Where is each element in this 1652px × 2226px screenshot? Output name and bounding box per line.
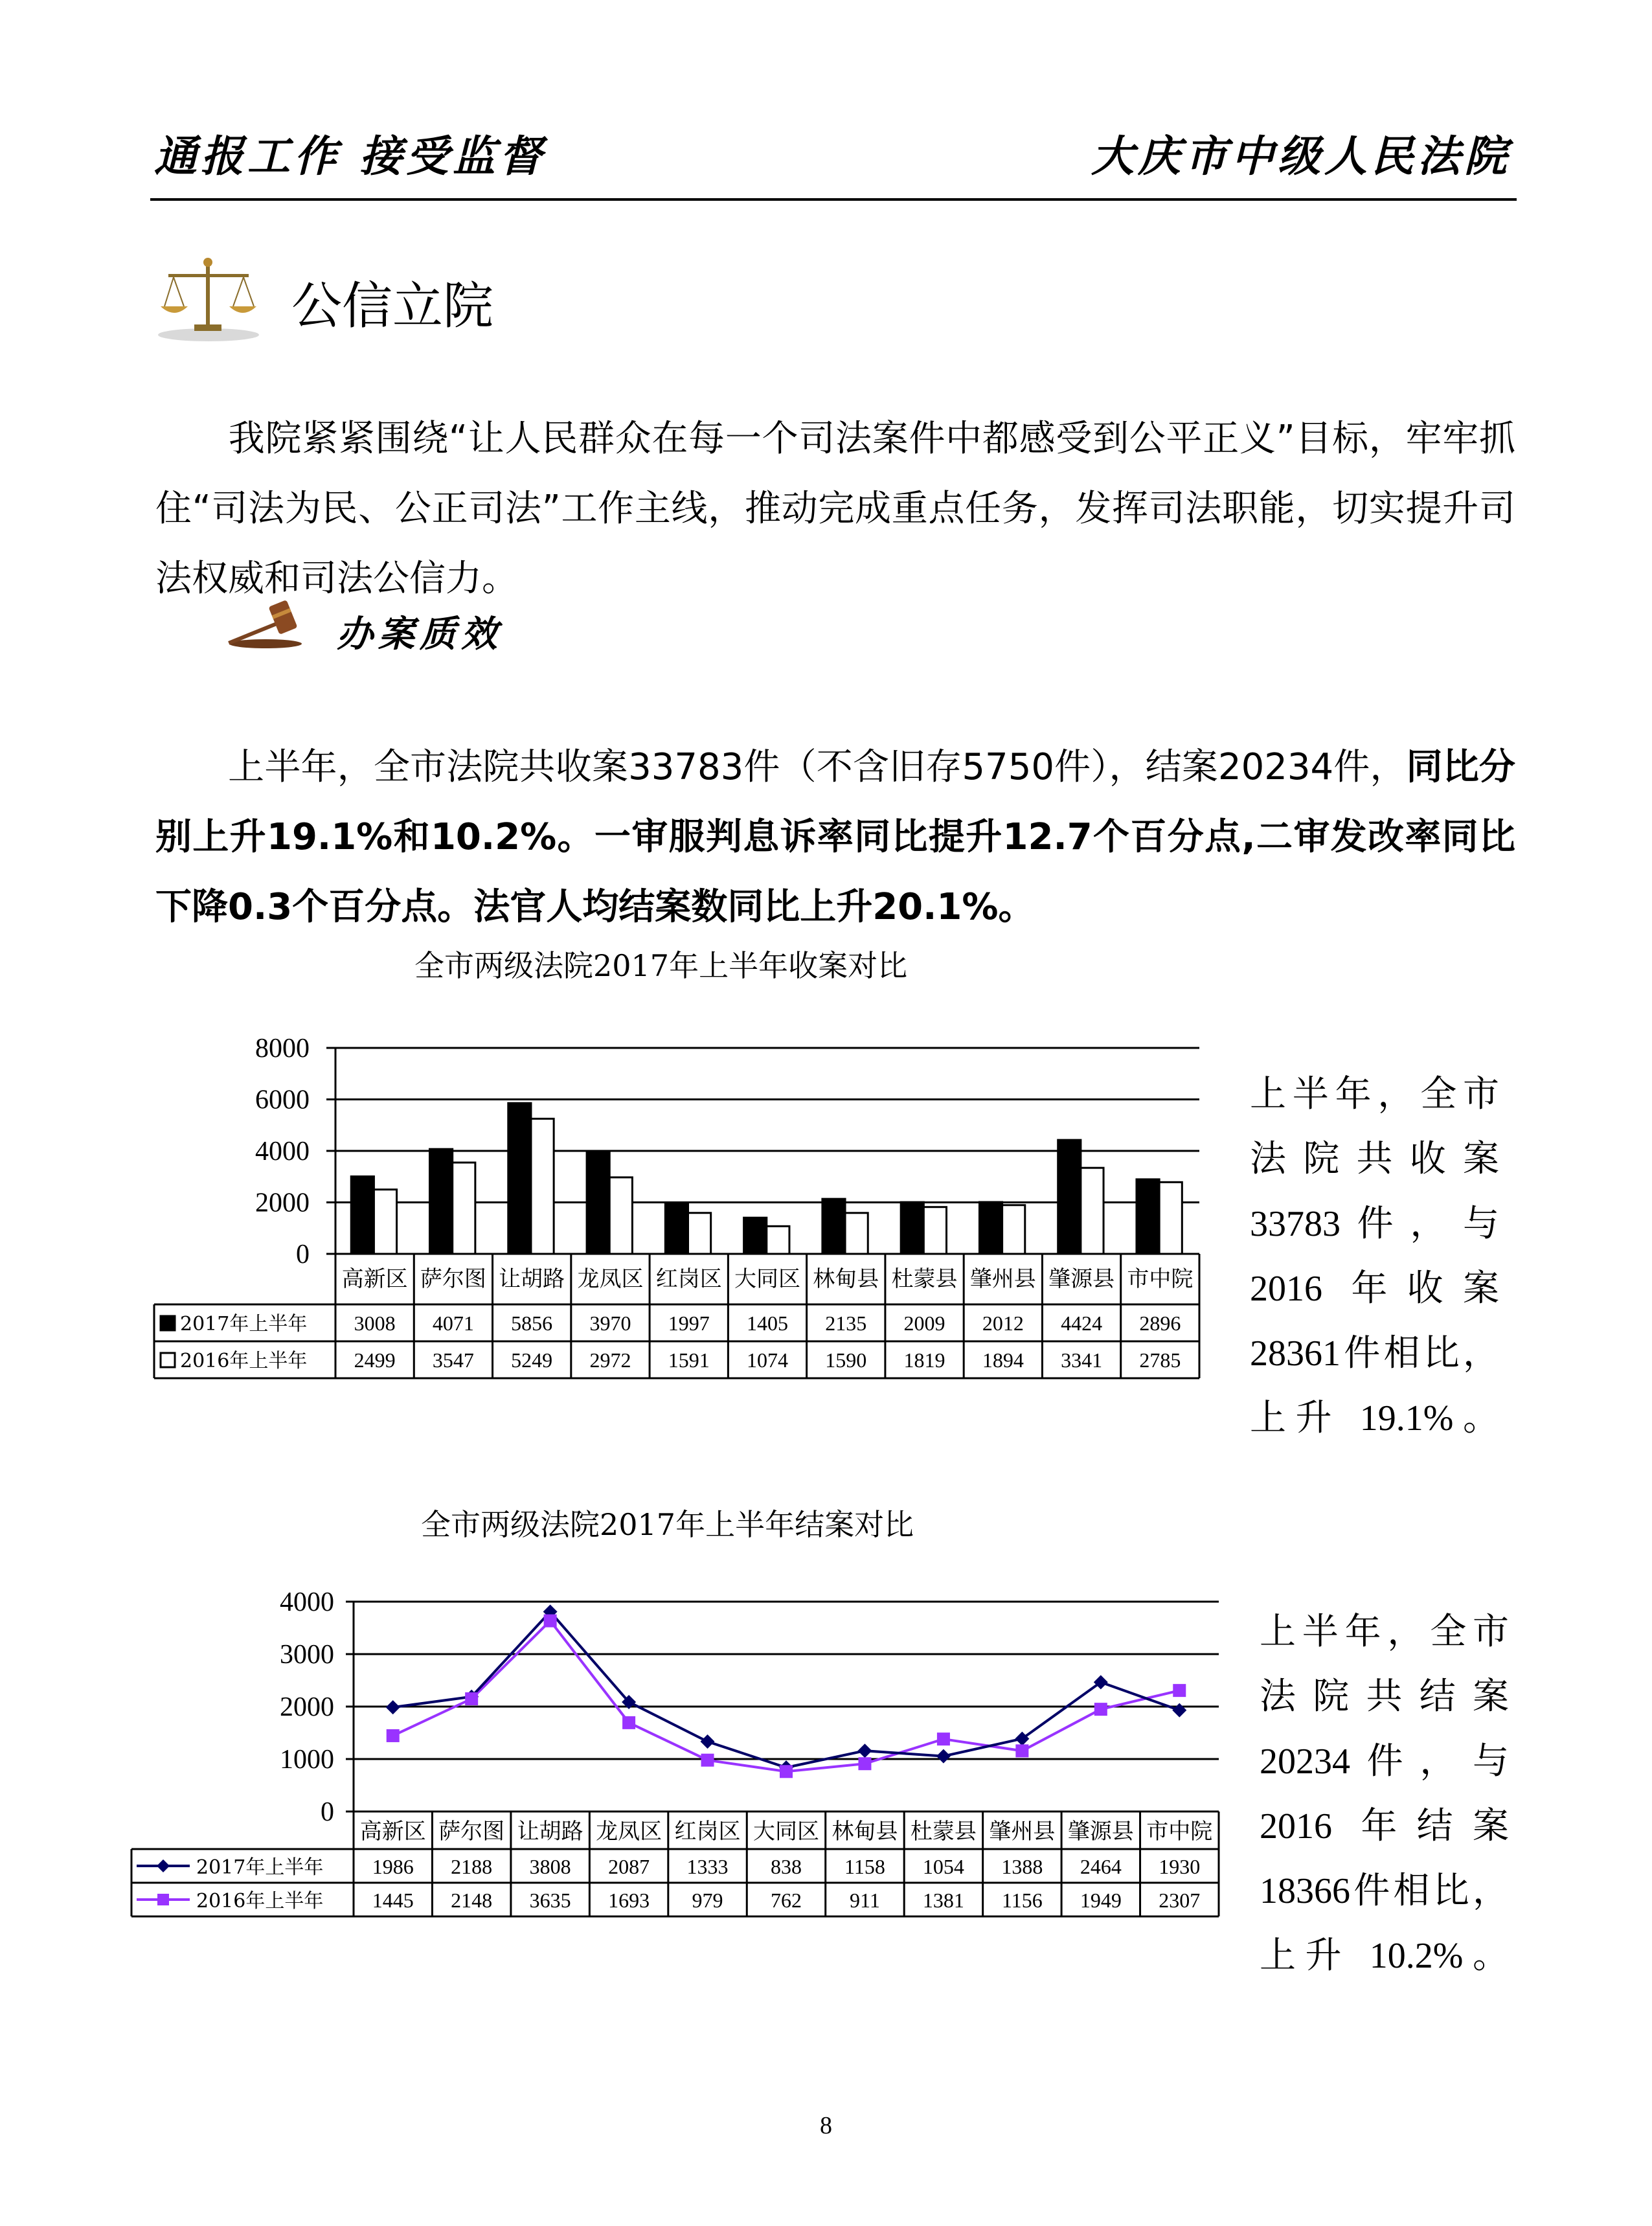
data-cell: 2896: [1139, 1312, 1181, 1335]
data-cell: 1997: [668, 1312, 710, 1335]
data-cell: 3970: [589, 1312, 631, 1335]
bar-2017: [822, 1199, 845, 1254]
header-right: 大庆市中级人民法院: [1091, 131, 1511, 181]
category-label: 大同区: [734, 1266, 800, 1292]
data-cell: 2188: [451, 1855, 493, 1878]
data-cell: 762: [771, 1889, 802, 1912]
data-cell: 2148: [451, 1889, 493, 1912]
intake-note-part: 2016: [1250, 1269, 1322, 1309]
intake-note-part: 比，上升: [1250, 1334, 1499, 1438]
legend-marker: [157, 1859, 170, 1872]
y-tick-label: 8000: [255, 1034, 310, 1063]
data-cell: 1591: [668, 1348, 710, 1372]
category-label: 萨尔图: [438, 1819, 505, 1845]
subsection-title: 办案质效: [337, 613, 503, 655]
category-label: 杜蒙县: [910, 1819, 977, 1845]
page-number: 8: [820, 2112, 832, 2139]
data-cell: 1693: [608, 1889, 650, 1912]
closed-note-part: 上半年，全市法: [1260, 1612, 1509, 1717]
bar-2017: [587, 1152, 609, 1254]
data-cell: 1986: [372, 1855, 414, 1878]
closed-note-part: 20234: [1260, 1742, 1350, 1782]
point-marker-2017: [701, 1734, 715, 1749]
bar-2017: [1058, 1140, 1081, 1254]
y-tick-label: 2000: [255, 1188, 310, 1218]
category-label: 龙凤区: [596, 1819, 662, 1845]
data-cell: 1590: [825, 1348, 867, 1372]
data-cell: 5249: [511, 1348, 553, 1372]
data-cell: 3547: [432, 1348, 474, 1372]
data-cell: 1054: [922, 1855, 964, 1878]
intake-note-part: 院共收案: [1303, 1139, 1499, 1179]
body-bold-text: 同比分别上升19.1%和10.2%。一审服判息诉率同比提升12.7个百分点,二审发改率同比下降0.3个百分点。法官人均结案数同比上升20.1%。: [155, 746, 1516, 928]
data-cell: 1949: [1080, 1889, 1122, 1912]
legend-label: 2017年上半年: [196, 1856, 324, 1879]
data-cell: 2499: [354, 1348, 396, 1372]
category-label: 肇州县: [969, 1266, 1036, 1292]
point-marker-2016: [858, 1757, 871, 1770]
intake-note-part: 33783: [1250, 1204, 1341, 1244]
closed-note-part: 结案: [1416, 1806, 1510, 1846]
point-marker-2017: [386, 1700, 400, 1714]
data-cell: 2012: [982, 1312, 1024, 1335]
bar-2016: [1159, 1182, 1182, 1254]
intake-note-part: 。: [1453, 1398, 1500, 1438]
closed-note-part: 院共结案: [1313, 1677, 1509, 1717]
data-cell: 1333: [686, 1855, 729, 1878]
closed-note-part: 。: [1463, 1936, 1510, 1976]
bar-2017: [430, 1149, 453, 1254]
closed-note-part: 比，上升: [1260, 1871, 1509, 1976]
intake-note: [1250, 1062, 1499, 1451]
closed-note: [1260, 1600, 1509, 1988]
point-marker-2016: [701, 1754, 714, 1767]
data-cell: 5856: [511, 1312, 553, 1335]
data-cell: 838: [771, 1855, 802, 1878]
closed-chart-title: 全市两级法院2017年上半年结案对比: [421, 1507, 914, 1542]
intake-note-part: 上半年，全市法: [1250, 1074, 1499, 1179]
intake-note-part: 28361: [1250, 1334, 1341, 1374]
intake-note-part: 件相: [1341, 1334, 1423, 1374]
data-cell: 2135: [825, 1312, 867, 1335]
point-marker-2016: [1015, 1744, 1028, 1757]
bar-2016: [688, 1213, 711, 1254]
point-marker-2016: [387, 1729, 400, 1742]
data-cell: 2307: [1159, 1889, 1201, 1912]
data-cell: 1381: [922, 1889, 964, 1912]
intake-note-part: 19.1%: [1359, 1398, 1454, 1438]
bar-2016: [1081, 1168, 1103, 1254]
data-cell: 3635: [529, 1889, 571, 1912]
category-label: 大同区: [753, 1819, 819, 1845]
category-label: 让胡路: [517, 1819, 583, 1845]
closed-note-part: 件相: [1350, 1871, 1433, 1911]
bar-2016: [453, 1163, 475, 1254]
legend-swatch: [161, 1353, 175, 1367]
bar-2017: [1137, 1179, 1159, 1254]
series-line-2017: [393, 1612, 1180, 1768]
category-label: 林甸县: [813, 1266, 879, 1292]
point-marker-2016: [1173, 1684, 1186, 1697]
point-marker-2016: [465, 1692, 478, 1705]
bar-2016: [374, 1190, 396, 1254]
closed-note-part: 年: [1332, 1806, 1417, 1846]
category-label: 市中院: [1146, 1819, 1213, 1845]
data-cell: 2009: [903, 1312, 945, 1335]
y-tick-label: 3000: [280, 1640, 334, 1670]
category-label: 龙凤区: [577, 1266, 644, 1292]
bar-2016: [845, 1213, 868, 1254]
closed-note-part: 10.2%: [1369, 1936, 1464, 1976]
intake-note-part: 件，与: [1341, 1204, 1499, 1244]
y-tick-label: 0: [321, 1797, 334, 1827]
category-label: 杜蒙县: [891, 1266, 958, 1292]
category-label: 让胡路: [499, 1266, 565, 1292]
bar-2016: [609, 1177, 632, 1254]
data-cell: 4424: [1061, 1312, 1103, 1335]
data-cell: 1074: [747, 1348, 788, 1372]
bar-2016: [923, 1207, 946, 1254]
category-label: 萨尔图: [420, 1266, 486, 1292]
intake-chart-title: 全市两级法院2017年上半年收案对比: [414, 948, 908, 983]
category-label: 高新区: [359, 1819, 426, 1845]
y-tick-label: 4000: [280, 1587, 334, 1617]
data-cell: 1158: [844, 1855, 885, 1878]
data-cell: 979: [692, 1889, 723, 1912]
data-cell: 3008: [354, 1312, 396, 1335]
category-label: 红岗区: [655, 1266, 722, 1292]
data-cell: 1819: [903, 1348, 945, 1372]
body-normal-text: 上半年，全市法院共收案33783件（不含旧存5750件），结案20234件，: [228, 746, 1407, 788]
category-label: 肇州县: [989, 1819, 1056, 1845]
y-tick-label: 2000: [280, 1692, 334, 1722]
point-marker-2016: [780, 1765, 793, 1778]
point-marker-2016: [544, 1615, 557, 1628]
bar-2017: [979, 1202, 1002, 1254]
bar-2016: [767, 1226, 789, 1254]
data-cell: 1388: [1001, 1855, 1043, 1878]
closed-note-part: 2016: [1260, 1806, 1332, 1846]
y-tick-label: 1000: [280, 1745, 334, 1775]
data-cell: 911: [850, 1889, 880, 1912]
data-cell: 3341: [1061, 1348, 1103, 1372]
bar-2017: [665, 1203, 688, 1254]
legend-label: 2016年上半年: [196, 1890, 324, 1913]
bar-2017: [508, 1103, 531, 1254]
legend-label: 2016年上半年: [180, 1350, 308, 1372]
series-line-2016: [393, 1621, 1180, 1772]
data-cell: 3808: [529, 1855, 571, 1878]
category-label: 肇源县: [1067, 1819, 1134, 1845]
bar-2016: [531, 1119, 554, 1254]
data-cell: 1405: [747, 1312, 788, 1335]
category-label: 林甸县: [832, 1819, 898, 1845]
data-cell: 1930: [1159, 1855, 1201, 1878]
category-label: 肇源县: [1048, 1266, 1115, 1292]
y-tick-label: 0: [296, 1240, 310, 1269]
bar-2017: [351, 1176, 374, 1254]
category-label: 市中院: [1127, 1266, 1194, 1292]
data-cell: 2972: [589, 1348, 631, 1372]
legend-label: 2017年上半年: [180, 1313, 308, 1335]
point-marker-2017: [1172, 1703, 1186, 1718]
intake-note-part: 收案: [1407, 1269, 1500, 1309]
data-cell: 1445: [372, 1889, 414, 1912]
data-cell: 2785: [1139, 1348, 1181, 1372]
intro-text: 我院紧紧围绕“让人民群众在每一个司法案件中都感受到公平正义”目标，牢牢抓住“司法为民、公正司法”工作主线，推动完成重点任务，发挥司法职能，切实提升司法权威和司法公信力。: [155, 418, 1515, 600]
y-tick-label: 4000: [255, 1137, 310, 1166]
legend-swatch: [161, 1316, 175, 1330]
data-cell: 1894: [982, 1348, 1024, 1372]
point-marker-2016: [622, 1716, 635, 1729]
bar-2016: [1002, 1205, 1025, 1254]
data-cell: 4071: [432, 1312, 474, 1335]
point-marker-2016: [937, 1732, 950, 1745]
data-cell: 2464: [1080, 1855, 1122, 1878]
category-label: 红岗区: [674, 1819, 741, 1845]
bar-2017: [901, 1202, 923, 1254]
category-label: 高新区: [341, 1266, 408, 1292]
point-marker-2017: [857, 1743, 872, 1758]
data-cell: 2087: [608, 1855, 650, 1878]
closed-note-part: 件，与: [1350, 1742, 1509, 1782]
legend-marker: [157, 1894, 169, 1905]
point-marker-2017: [936, 1749, 951, 1764]
intake-note-part: 年: [1322, 1269, 1407, 1309]
data-cell: 1156: [1001, 1889, 1043, 1912]
header-left: 通报工作 接受监督: [154, 131, 546, 181]
section-title: 公信立院: [291, 277, 494, 335]
bar-2017: [744, 1218, 767, 1254]
y-tick-label: 6000: [255, 1085, 310, 1115]
point-marker-2016: [1094, 1703, 1107, 1716]
closed-note-part: 18366: [1260, 1871, 1350, 1911]
